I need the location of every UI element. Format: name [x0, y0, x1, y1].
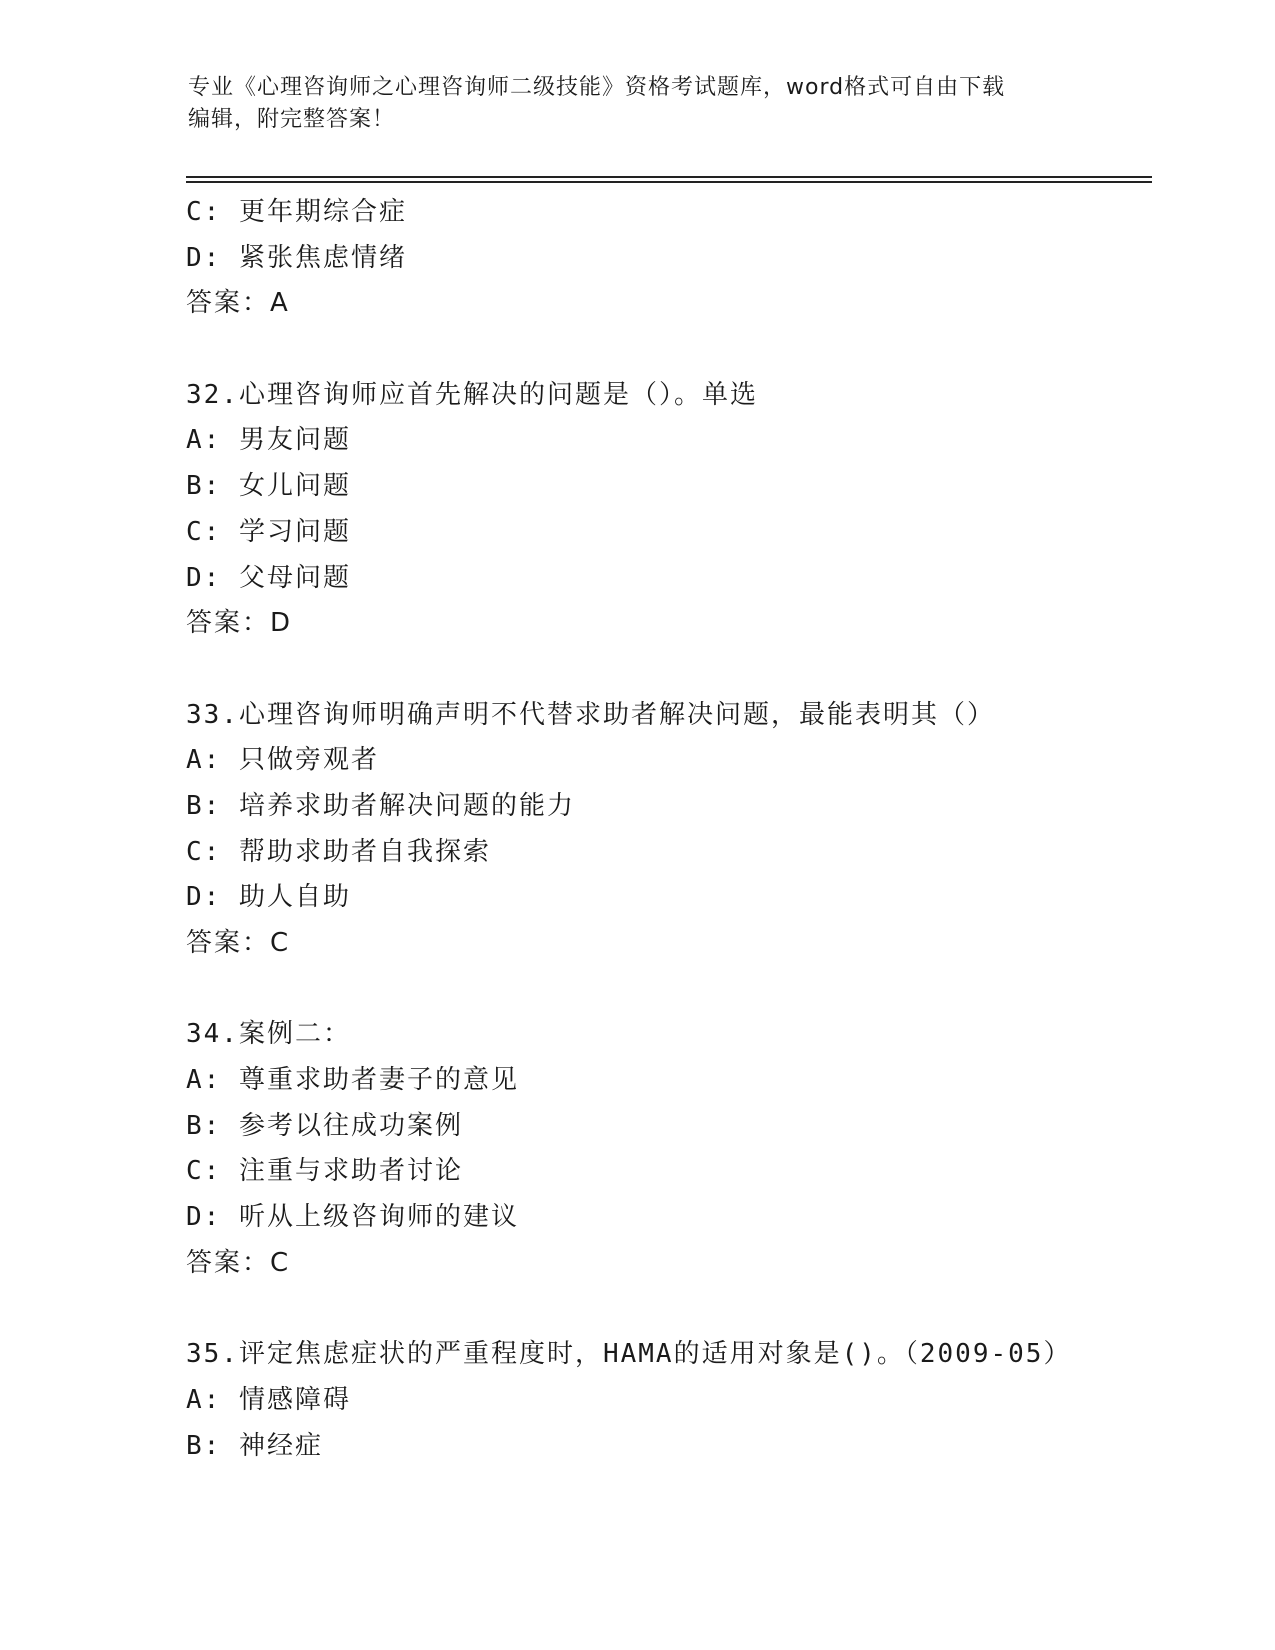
question-text: 34.案例二：	[186, 1019, 351, 1050]
option-text: A: 只做旁观者	[186, 745, 379, 776]
answer-text: 答案：A	[186, 288, 290, 319]
option-text: B: 女儿问题	[186, 471, 351, 502]
option-text: C: 更年期综合症	[186, 197, 407, 227]
option-text: C: 帮助求助者自我探索	[186, 836, 491, 867]
option-text: D: 助人自助	[186, 882, 351, 913]
spacer	[186, 967, 1166, 1013]
spacer	[186, 1287, 1166, 1333]
option-text: A: 情感障碍	[186, 1384, 351, 1415]
question-list	[186, 190, 1166, 1469]
header-line-1: 专业《心理咨询师之心理咨询师二级技能》资格考试题库，word格式可自由下载	[188, 75, 1006, 100]
question-text: 33.心理咨询师明确声明不代替求助者解决问题，最能表明其（）	[186, 699, 995, 730]
header-line-2: 编辑，附完整答案！	[188, 107, 396, 132]
option-text: B: 培养求助者解决问题的能力	[186, 790, 575, 821]
option-text: D: 父母问题	[186, 562, 351, 593]
document-header	[188, 72, 1088, 136]
question-text: 35.评定焦虑症状的严重程度时，HAMA的适用对象是()。（2009-05）	[186, 1339, 1072, 1370]
question-text: 32.心理咨询师应首先解决的问题是（）。单选	[186, 379, 758, 410]
answer-text: 答案：C	[186, 928, 291, 958]
option-text: B: 神经症	[186, 1430, 323, 1461]
option-text: D: 紧张焦虑情绪	[186, 242, 407, 273]
spacer	[186, 647, 1166, 693]
option-text: A: 男友问题	[186, 425, 351, 456]
option-text: B: 参考以往成功案例	[186, 1110, 463, 1141]
option-text: C: 学习问题	[186, 516, 351, 547]
answer-text: 答案：D	[186, 608, 293, 639]
option-text: A: 尊重求助者妻子的意见	[186, 1065, 519, 1096]
header-divider-top	[186, 176, 1152, 178]
option-text: D: 听从上级咨询师的建议	[186, 1202, 519, 1233]
option-text: C: 注重与求助者讨论	[186, 1156, 463, 1187]
spacer	[186, 327, 1166, 373]
header-divider-bottom	[186, 181, 1152, 183]
answer-text: 答案：C	[186, 1247, 291, 1278]
